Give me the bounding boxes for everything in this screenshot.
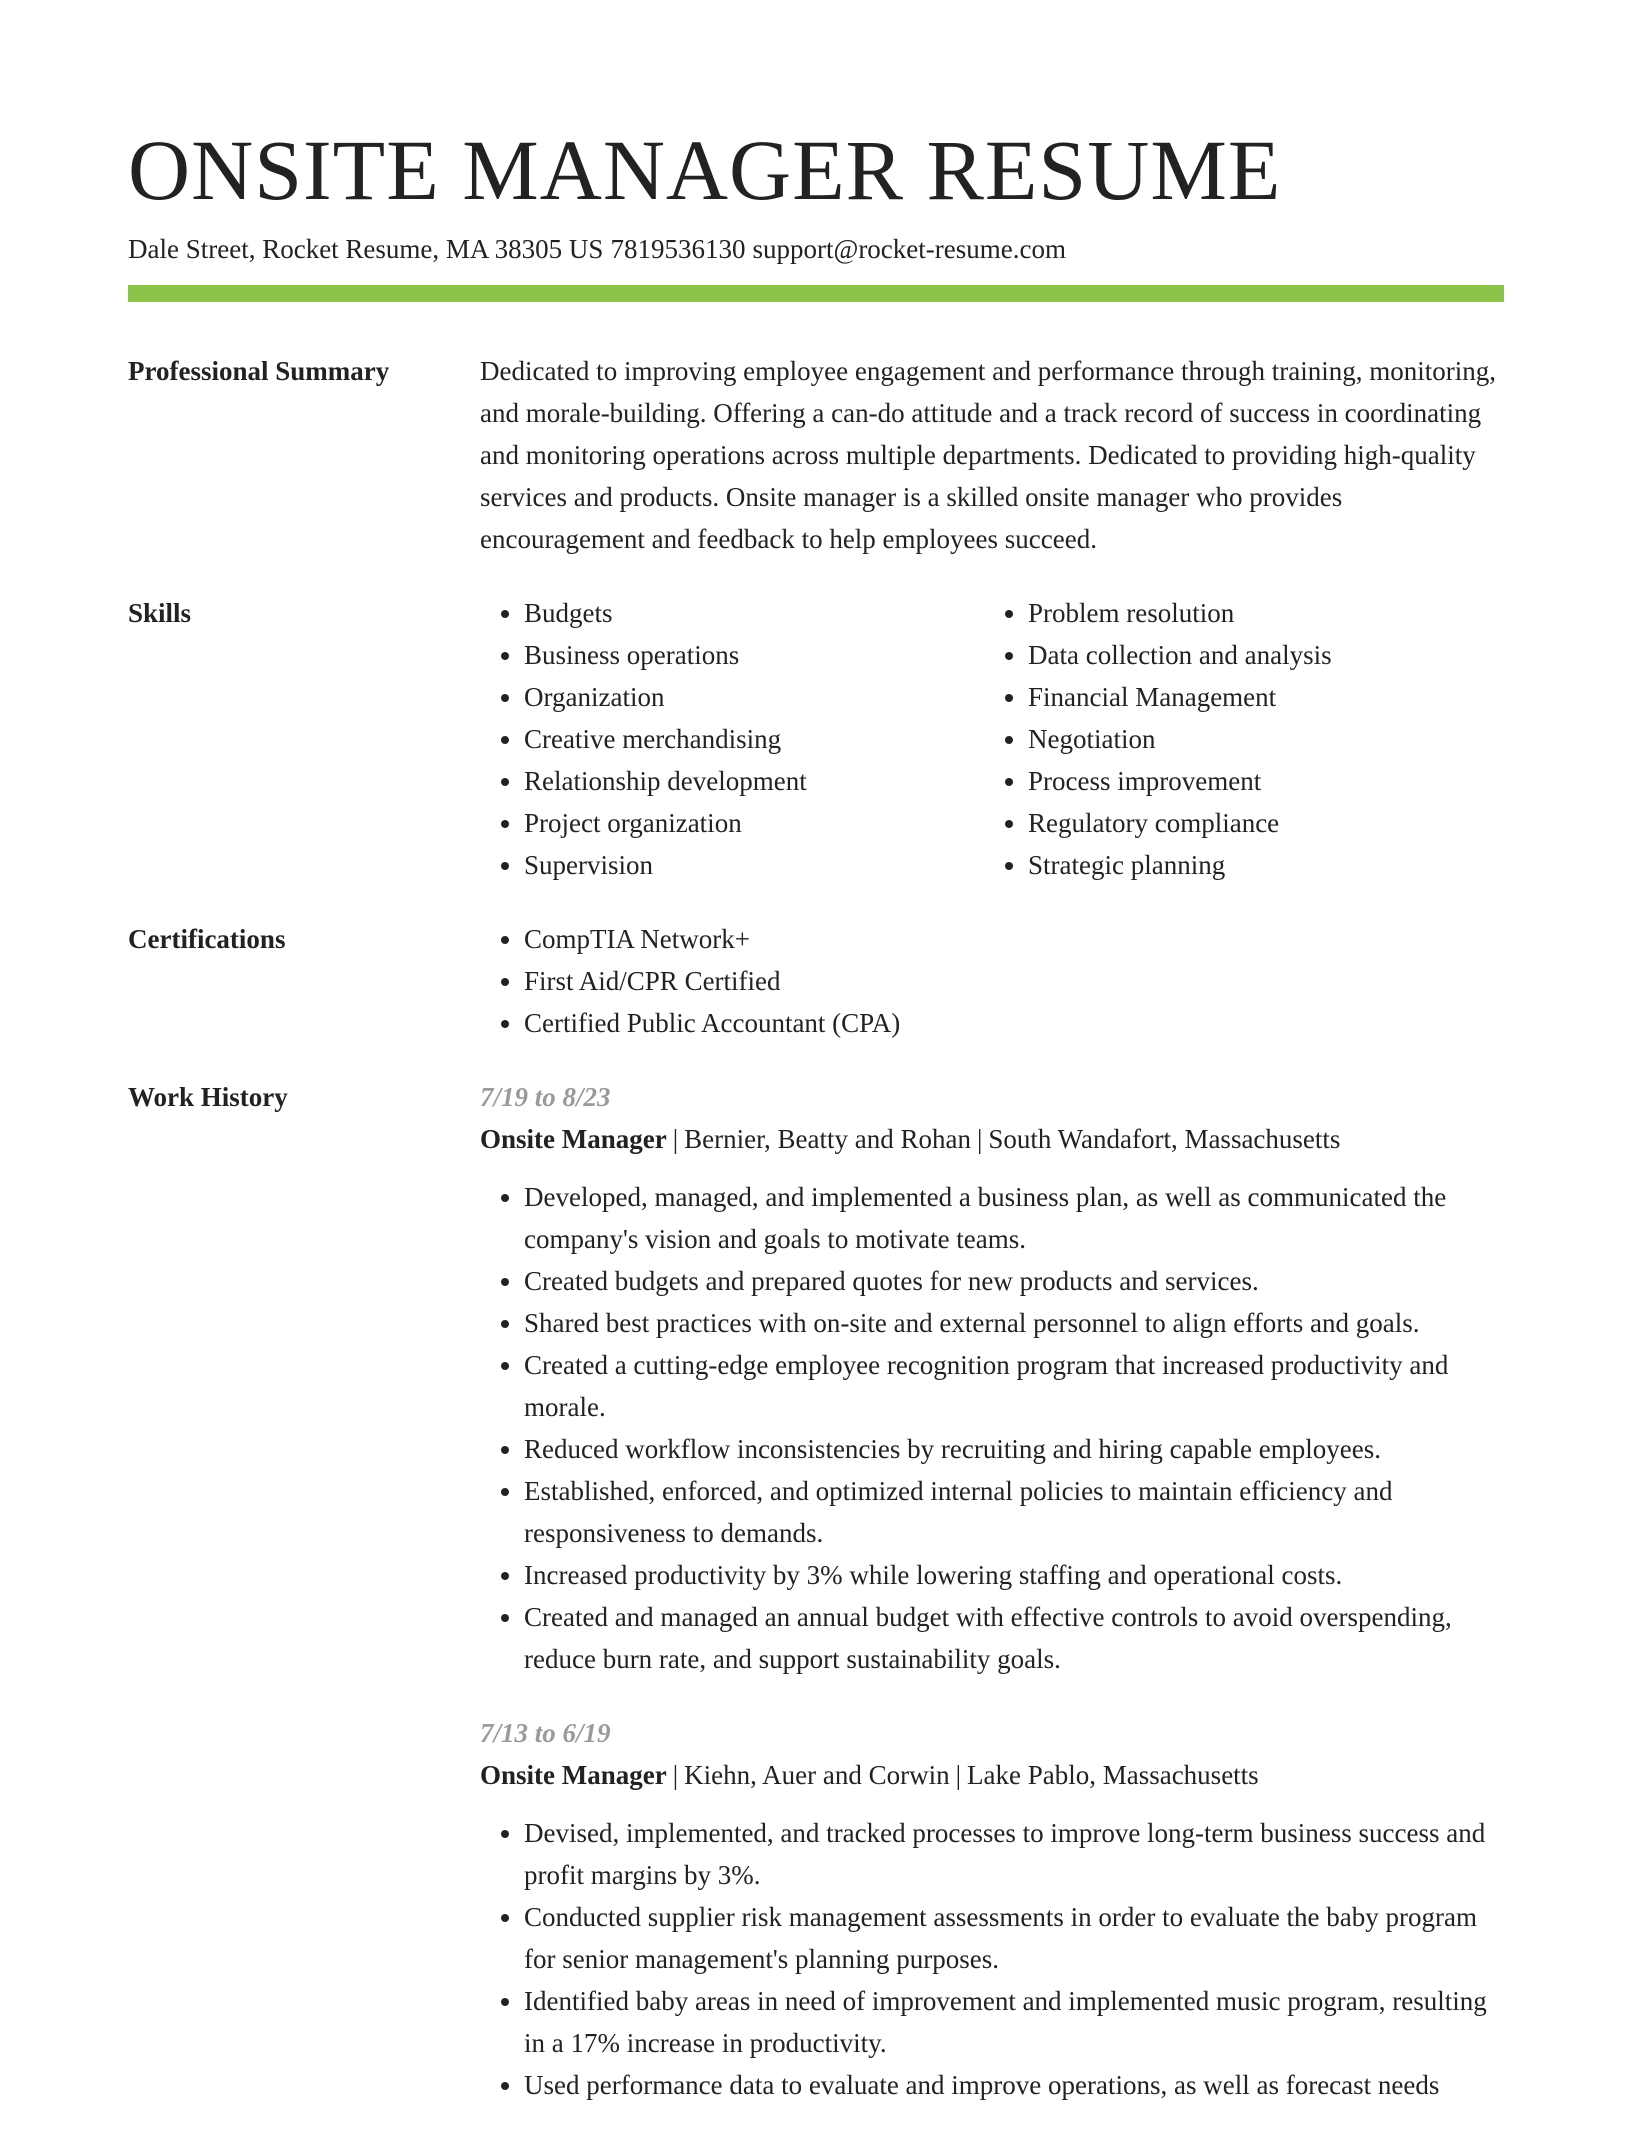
skills-section xyxy=(128,592,1504,886)
job-bullet: • Shared best practices with on-site and external personnel to align efforts and goals. xyxy=(524,1302,1504,1344)
work-history-heading: Work History xyxy=(128,1082,288,1112)
certifications-heading: Certifications xyxy=(128,924,286,954)
skill-item: • Relationship development xyxy=(524,760,984,802)
job-bullet: • Created budgets and prepared quotes for new products and services. xyxy=(524,1260,1504,1302)
job-location: South Wandafort, Massachusetts xyxy=(988,1124,1341,1154)
skills-list-right xyxy=(984,592,1488,886)
job-bullet: • Developed, managed, and implemented a business plan, as well as communicated the company's vision and goals to motivate teams. xyxy=(524,1176,1504,1260)
contact-address: Dale Street, Rocket Resume, MA 38305 US xyxy=(128,234,604,264)
job-bullets xyxy=(480,1176,1504,1680)
job-bullet: • Identified baby areas in need of improvement and implemented music program, resulting in a 17% increase in productivity. xyxy=(524,1980,1504,2064)
contact-line xyxy=(128,231,1066,267)
skill-item: • Project organization xyxy=(524,802,984,844)
job-separator: | xyxy=(976,1124,983,1154)
job-bullet: • Devised, implemented, and tracked processes to improve long-term business success and profit margins by 3%. xyxy=(524,1812,1504,1896)
skill-item: • Business operations xyxy=(524,634,984,676)
skill-item: • Supervision xyxy=(524,844,984,886)
certifications-section xyxy=(128,918,1504,1044)
skill-item: • Negotiation xyxy=(1028,718,1488,760)
skill-item: • Problem resolution xyxy=(1028,592,1488,634)
skill-item: • Strategic planning xyxy=(1028,844,1488,886)
skill-item: • Creative merchandising xyxy=(524,718,984,760)
resume-title: ONSITE MANAGER RESUME xyxy=(128,122,1282,218)
summary-heading: Professional Summary xyxy=(128,356,390,386)
job-bullets xyxy=(480,1812,1504,2106)
job-bullet: • Used performance data to evaluate and improve operations, as well as forecast needs xyxy=(524,2064,1504,2106)
certification-item: • Certified Public Accountant (CPA) xyxy=(524,1002,1504,1044)
job-bullet: • Reduced workflow inconsistencies by recruiting and hiring capable employees. xyxy=(524,1428,1504,1470)
job-company: Bernier, Beatty and Rohan xyxy=(684,1124,971,1154)
certifications-list xyxy=(480,918,1504,1044)
work-history-section xyxy=(128,1076,1504,2106)
certification-item: • CompTIA Network+ xyxy=(524,918,1504,960)
job-entry xyxy=(480,1076,1504,1680)
job-bullet: • Established, enforced, and optimized internal policies to maintain efficiency and responsiveness to demands. xyxy=(524,1470,1504,1554)
job-title: Onsite Manager xyxy=(480,1124,667,1154)
job-location: Lake Pablo, Massachusetts xyxy=(967,1760,1259,1790)
skill-item: • Data collection and analysis xyxy=(1028,634,1488,676)
job-separator: | xyxy=(955,1760,961,1790)
job-separator: | xyxy=(672,1760,679,1790)
job-dates: 7/13 to 6/19 xyxy=(480,1718,611,1748)
job-bullet: • Created a cutting-edge employee recognition program that increased productivity and morale. xyxy=(524,1344,1504,1428)
job-entry xyxy=(480,1712,1504,2106)
job-bullet: • Increased productivity by 3% while lowering staffing and operational costs. xyxy=(524,1554,1504,1596)
job-bullet: • Created and managed an annual budget with effective controls to avoid overspending, reduce burn rate, and support sustainability goals. xyxy=(524,1596,1504,1680)
contact-phone: 7819536130 xyxy=(610,234,746,264)
contact-email: support@rocket-resume.com xyxy=(752,234,1066,264)
job-company: Kiehn, Auer and Corwin xyxy=(684,1760,950,1790)
job-dates: 7/19 to 8/23 xyxy=(480,1082,611,1112)
summary-section xyxy=(128,350,1504,560)
skill-item: • Organization xyxy=(524,676,984,718)
skill-item: • Financial Management xyxy=(1028,676,1488,718)
job-heading xyxy=(480,1118,1504,1160)
skill-item: • Budgets xyxy=(524,592,984,634)
summary-text: Dedicated to improving employee engagement and performance through training, monitoring, and morale-building. Offering a can-do attitude and a track record of success in coordinating and monitoring operations across multiple departments. Dedicated to providing high-quality services and products. Onsite manager is a skilled onsite manager who provides encouragement and feedback to help employees succeed. xyxy=(480,356,1496,554)
job-separator: | xyxy=(672,1124,679,1154)
resume-content xyxy=(128,350,1504,2138)
job-heading xyxy=(480,1754,1504,1796)
skills-list-left xyxy=(480,592,984,886)
skill-item: • Regulatory compliance xyxy=(1028,802,1488,844)
skill-item: • Process improvement xyxy=(1028,760,1488,802)
header-accent-bar xyxy=(128,285,1504,302)
skills-heading: Skills xyxy=(128,598,192,628)
certification-item: • First Aid/CPR Certified xyxy=(524,960,1504,1002)
job-title: Onsite Manager xyxy=(480,1760,667,1790)
job-bullet: • Conducted supplier risk management assessments in order to evaluate the baby program for senior management's planning purposes. xyxy=(524,1896,1504,1980)
